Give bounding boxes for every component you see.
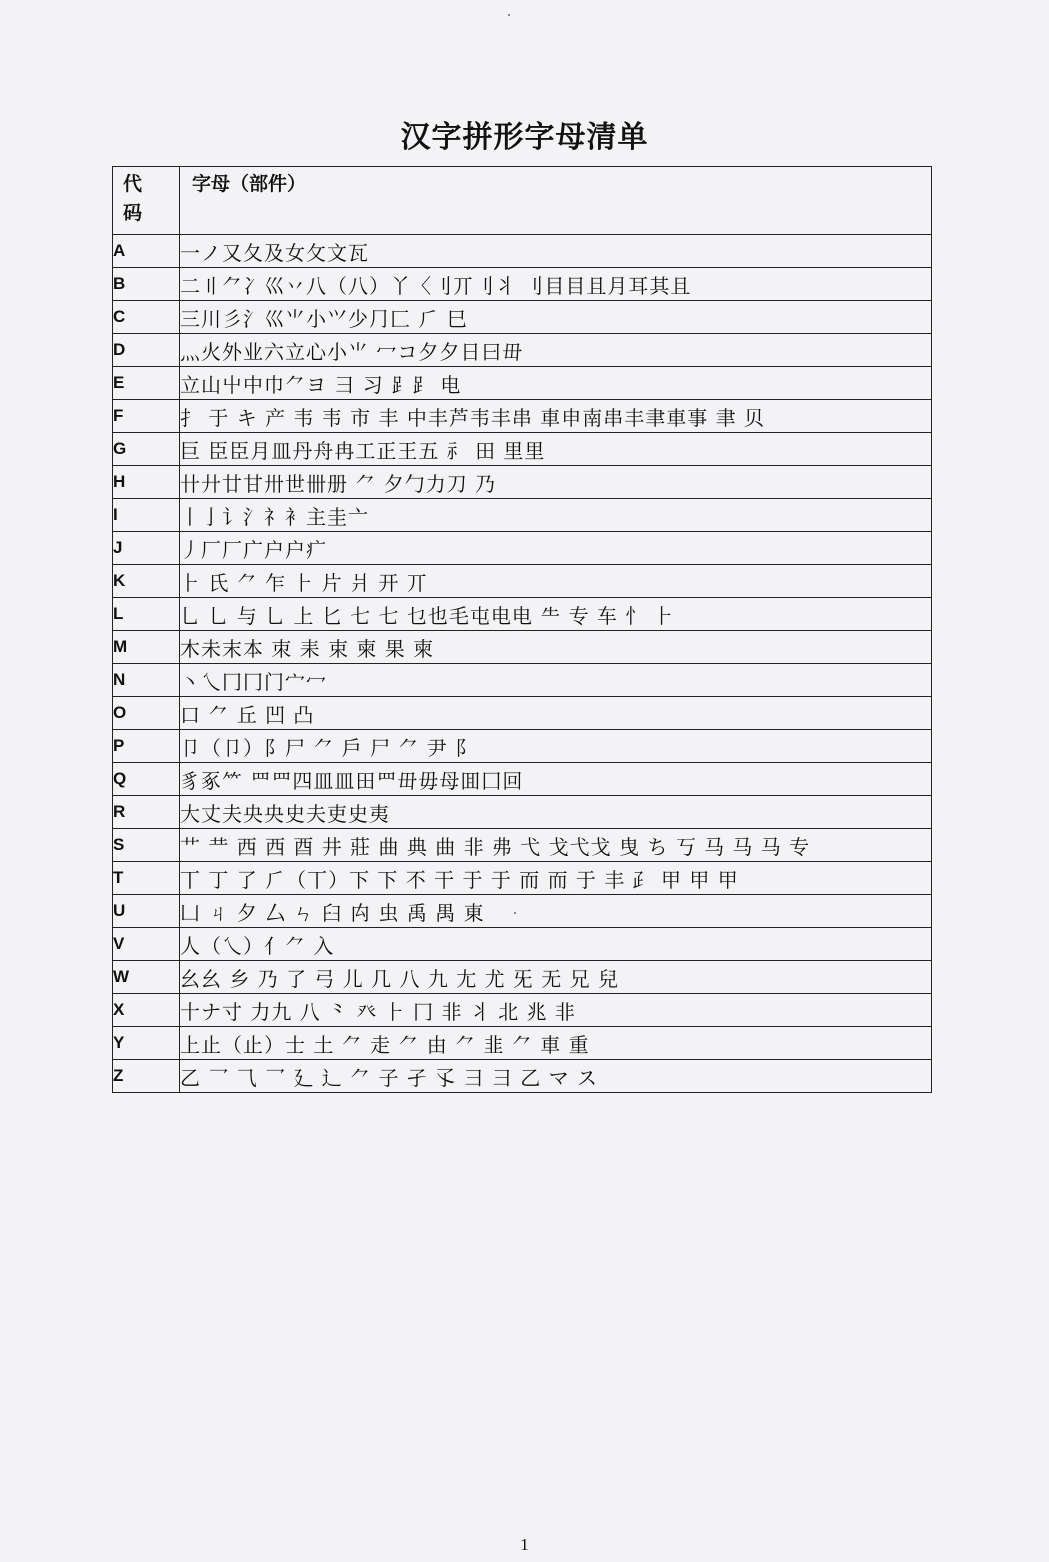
components-cell: 卄廾廿甘卅世卌册 ⺈ 夕勹力刀 乃 [180, 466, 932, 499]
components-cell: 丶乀冂冂门宀冖 [180, 664, 932, 697]
components-cell: 丅 丁 了 ⺁（丅）下 下 不 干 于 于 而 而 于 丰 ⺪ 甲 甲 甲 [180, 862, 932, 895]
document-title: 汉字拼形字母清单 [400, 120, 649, 155]
table-row [113, 730, 932, 763]
letter-code-cell: P [113, 730, 180, 763]
letter-code-cell: D [113, 334, 180, 367]
components-cell: 一ノ又夂及女攵文瓦 [180, 235, 932, 268]
letter-code-cell: C [113, 301, 180, 334]
letter-code-cell: N [113, 664, 180, 697]
components-cell: 豸豖⺮ 罒罒四皿皿田罒毌毋母囬囗回 [180, 763, 932, 796]
code-column-header: 代 码 [113, 167, 180, 235]
table-row [113, 631, 932, 664]
letter-list-table [112, 166, 932, 1093]
table-row [113, 796, 932, 829]
table-row [113, 565, 932, 598]
table-row [113, 268, 932, 301]
table-row [113, 301, 932, 334]
letter-code-cell: R [113, 796, 180, 829]
letter-code-cell: M [113, 631, 180, 664]
table-row [113, 1027, 932, 1060]
components-cell: 二〢⺈冫巛丷八（八）丫〈刂丌刂丬 刂目目且月耳其且 [180, 268, 932, 301]
letter-code-cell: J [113, 532, 180, 565]
table-row [113, 829, 932, 862]
table-row [113, 235, 932, 268]
table-row [113, 400, 932, 433]
components-cell: 上止（止）士 土 ⺈ 走 ⺈ 由 ⺈ 韭 ⺈ 車 重 [180, 1027, 932, 1060]
components-cell: 丨亅讠氵礻衤主圭亠 [180, 499, 932, 532]
table-row [113, 664, 932, 697]
components-cell: 口 ⺈ 丘 凹 凸 [180, 697, 932, 730]
scan-speck [508, 14, 510, 16]
table-row [113, 598, 932, 631]
components-cell: 三川彡氵巛⺌小⺍少⺆匚 ⺁ 巳 [180, 301, 932, 334]
components-cell: 木未末本 朿 耒 束 柬 果 柬 [180, 631, 932, 664]
table-row [113, 499, 932, 532]
letter-code-cell: I [113, 499, 180, 532]
scan-speck [514, 912, 516, 914]
letter-code-cell: Y [113, 1027, 180, 1060]
table-row [113, 961, 932, 994]
table-row [113, 532, 932, 565]
components-cell: 艹 龷 西 西 酉 井 莊 曲 典 曲 非 弗 弋 戈弋戈 曳 ち 丂 马 马 马 专 [180, 829, 932, 862]
letter-code-cell: K [113, 565, 180, 598]
letter-code-cell: Q [113, 763, 180, 796]
components-cell: 巨 臣臣月皿丹舟冉工正王五 ⺬ 田 里里 [180, 433, 932, 466]
components-cell: 扌 于 キ 产 韦 韦 市 丰 中丰芦韦丰串 車申南串丰聿車事 聿 ⻉ [180, 400, 932, 433]
table-row [113, 433, 932, 466]
letter-code-cell: U [113, 895, 180, 928]
components-cell: 卩（卩）阝尸 ⺈ 戶 尸 ⺈ 尹 ⻖ [180, 730, 932, 763]
components-cell: 丿厂厂广户户疒 [180, 532, 932, 565]
letter-code-cell: F [113, 400, 180, 433]
table-header-row [113, 167, 932, 235]
table-row [113, 928, 932, 961]
components-cell: 立山屮中巾⺈ヨ ⺕ 习 ⻊⻊ 电 [180, 367, 932, 400]
table-row [113, 334, 932, 367]
components-cell: 乚 乚 与 ⺃ 上 匕 七 七 乜也毛屯电电 ⺧ 专 车 忄 ⺊ [180, 598, 932, 631]
letter-code-cell: A [113, 235, 180, 268]
letter-code-cell: G [113, 433, 180, 466]
table-body [113, 235, 932, 1093]
components-column-header: 字母（部件） [180, 167, 932, 235]
letter-code-cell: L [113, 598, 180, 631]
table-row [113, 763, 932, 796]
components-cell: 幺幺 乡 乃 了 弓 儿 几 八 九 尢 尤 旡 无 兄 兒 [180, 961, 932, 994]
letter-code-cell: H [113, 466, 180, 499]
page-number: 1 [520, 1535, 529, 1554]
table-row [113, 895, 932, 928]
table-row [113, 466, 932, 499]
letter-code-cell: S [113, 829, 180, 862]
letter-code-cell: W [113, 961, 180, 994]
components-cell: 凵 ㄐ 夕 厶 ㄣ 臼 禸 虫 禹 禺 東 [180, 895, 932, 928]
letter-code-cell: E [113, 367, 180, 400]
components-cell: 灬火外业六立心小⺌ 冖コ夕夕日曰毌 [180, 334, 932, 367]
letter-code-cell: T [113, 862, 180, 895]
components-cell: 人（乀）亻⺈ 入 [180, 928, 932, 961]
table-row [113, 697, 932, 730]
letter-code-cell: Z [113, 1060, 180, 1093]
table-row [113, 367, 932, 400]
letter-code-cell: B [113, 268, 180, 301]
table-row [113, 862, 932, 895]
letter-code-cell: O [113, 697, 180, 730]
letter-code-cell: V [113, 928, 180, 961]
components-cell: ⺊ 氏 ⺈ 乍 ⺊ 片 爿 开 丌 [180, 565, 932, 598]
table-row [113, 1060, 932, 1093]
components-cell: 乙 乛 ⺄ 乛 廴 辶 ⺈ 子 孑 孓 ⺕ ⺕ 乙 マ ス [180, 1060, 932, 1093]
letter-code-cell: X [113, 994, 180, 1027]
components-cell: 大丈夫央央史夫吏史夷 [180, 796, 932, 829]
table-row [113, 994, 932, 1027]
components-cell: 十ナ寸 力九 八 ⺀ 癶 ⺊ 冂 非 丬 北 兆 非 [180, 994, 932, 1027]
